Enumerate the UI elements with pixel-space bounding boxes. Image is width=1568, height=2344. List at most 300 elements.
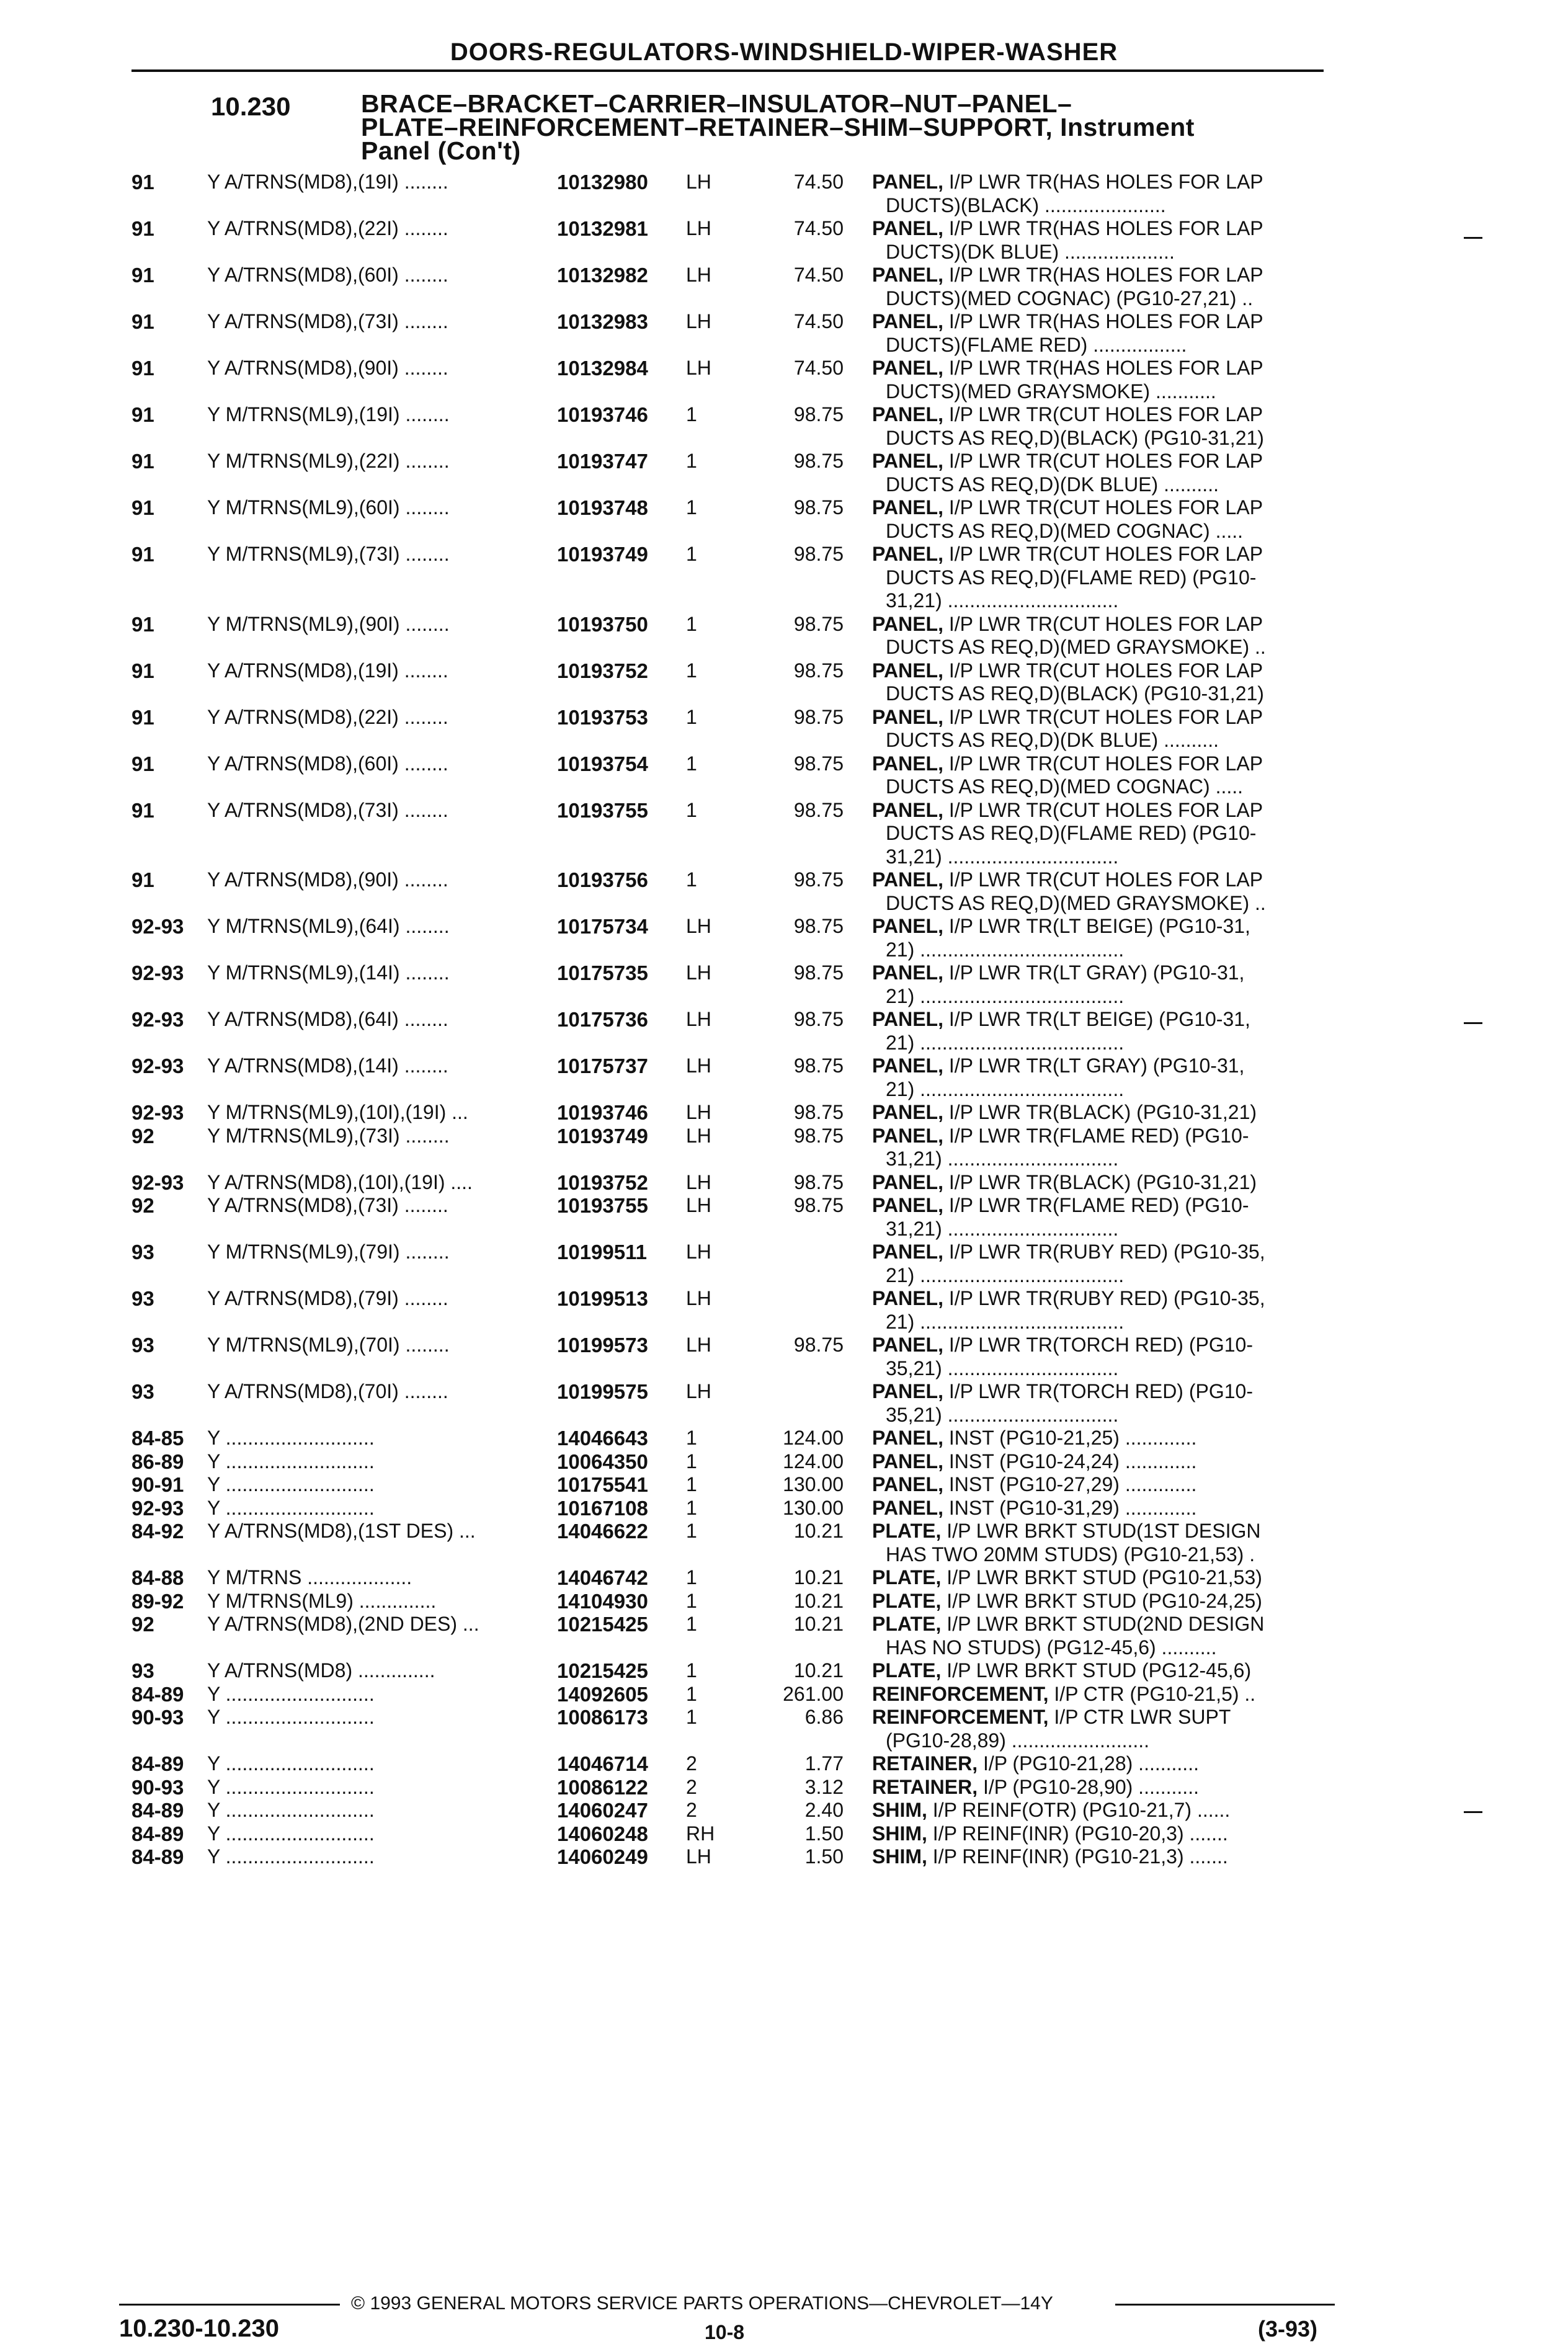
price: 98.75	[793, 705, 844, 728]
description-noun: PANEL,	[872, 1241, 943, 1263]
description	[872, 752, 1263, 775]
model-year: 91	[131, 264, 154, 287]
application: Y A/TRNS(MD8),(73I) ........	[207, 798, 448, 821]
model-year: 91	[131, 868, 154, 891]
application: Y A/TRNS(MD8),(79I) ........	[207, 1287, 448, 1309]
quantity: 1	[686, 1613, 697, 1635]
price: 10.21	[793, 1659, 844, 1682]
price: 98.75	[793, 450, 844, 472]
model-year: 91	[131, 705, 154, 729]
model-year: 91	[131, 752, 154, 775]
description-continued: DUCTS AS REQ,D)(MED GRAYSMOKE) ..	[886, 891, 1266, 914]
model-year: 91	[131, 171, 154, 194]
description-continued: 21) .....................................	[886, 1263, 1125, 1286]
description	[872, 1497, 1196, 1520]
description-noun: PANEL,	[872, 1170, 943, 1193]
description-continued: DUCTS AS REQ,D)(MED GRAYSMOKE) ..	[886, 636, 1266, 658]
application: Y M/TRNS(ML9),(19I) ........	[207, 403, 450, 426]
margin-tick	[1464, 1022, 1482, 1024]
quantity: 1	[686, 1682, 697, 1705]
description-continued: DUCTS AS REQ,D)(DK BLUE) ..........	[886, 473, 1219, 496]
description-noun: RETAINER,	[872, 1752, 978, 1775]
section-range: 10.230-10.230	[119, 2315, 280, 2342]
quantity: 1	[686, 543, 697, 565]
description-noun: PANEL,	[872, 1380, 943, 1402]
description-noun: PANEL,	[872, 612, 943, 635]
price: 6.86	[804, 1706, 844, 1728]
description-text: I/P LWR TR(CUT HOLES FOR LAP	[943, 798, 1263, 821]
application: Y M/TRNS(ML9),(60I) ........	[207, 496, 450, 519]
description-continued: 21) .....................................	[886, 984, 1125, 1007]
description	[872, 1799, 1230, 1822]
part-number: 14060247	[557, 1799, 648, 1822]
price: 98.75	[793, 1124, 844, 1147]
application: Y ...........................	[207, 1496, 375, 1519]
model-year: 84-89	[131, 1682, 184, 1706]
quantity: 1	[686, 752, 697, 775]
quantity: 1	[686, 1450, 697, 1473]
part-number: 14046742	[557, 1566, 648, 1589]
price: 124.00	[783, 1450, 844, 1473]
part-number: 10193747	[557, 450, 648, 473]
quantity: LH	[686, 1101, 711, 1123]
application: Y A/TRNS(MD8),(90I) ........	[207, 357, 448, 379]
description-text: I/P LWR TR(BLACK) (PG10-31,21)	[943, 1170, 1257, 1193]
model-year: 92	[131, 1124, 154, 1147]
application: Y A/TRNS(MD8),(90I) ........	[207, 868, 448, 891]
quantity: 1	[686, 798, 697, 821]
model-year: 91	[131, 543, 154, 566]
model-year: 91	[131, 450, 154, 473]
application: Y A/TRNS(MD8),(60I) ........	[207, 752, 448, 775]
application: Y ...........................	[207, 1845, 375, 1868]
price: 74.50	[793, 310, 844, 332]
description-text: INST (PG10-27,29) .............	[943, 1473, 1197, 1495]
description-continued: 31,21) ...............................	[886, 589, 1119, 612]
description-text: I/P REINF(INR) (PG10-20,3) .......	[927, 1822, 1228, 1845]
page-header: DOORS-REGULATORS-WINDSHIELD-WIPER-WASHER	[450, 38, 1118, 66]
description-continued: DUCTS AS REQ,D)(FLAME RED) (PG10-	[886, 566, 1257, 589]
application: Y A/TRNS(MD8),(22I) ........	[207, 217, 448, 239]
quantity: 1	[686, 450, 697, 472]
description-text: I/P LWR BRKT STUD (PG12-45,6)	[941, 1659, 1252, 1682]
application: Y ...........................	[207, 1752, 375, 1775]
part-number: 10199511	[557, 1241, 648, 1263]
description-text: I/P LWR TR(HAS HOLES FOR LAP	[943, 357, 1263, 379]
part-number: 10193756	[557, 868, 648, 891]
model-year: 91	[131, 798, 154, 822]
quantity: LH	[686, 1287, 711, 1309]
description-text: I/P LWR TR(LT GRAY) (PG10-31,	[943, 1054, 1245, 1077]
model-year: 92-93	[131, 1170, 184, 1194]
description-text: I/P LWR TR(CUT HOLES FOR LAP	[943, 450, 1263, 472]
model-year: 91	[131, 357, 154, 380]
description-noun: SHIM,	[872, 1845, 927, 1868]
price: 98.75	[793, 612, 844, 635]
model-year: 92-93	[131, 1496, 184, 1520]
description-continued: HAS TWO 20MM STUDS) (PG10-21,53) .	[886, 1543, 1255, 1566]
description	[872, 1473, 1196, 1496]
quantity: LH	[686, 217, 711, 239]
description-text: I/P LWR TR(RUBY RED) (PG10-35,	[943, 1241, 1265, 1263]
application: Y M/TRNS(ML9),(64I) ........	[207, 915, 450, 937]
application: Y A/TRNS(MD8),(19I) ........	[207, 171, 448, 193]
quantity: 1	[686, 1496, 697, 1519]
description-continued: 35,21) ...............................	[886, 1357, 1119, 1379]
description	[872, 264, 1263, 287]
part-number: 10193755	[557, 1194, 648, 1217]
description-text: I/P LWR BRKT STUD(1ST DESIGN	[941, 1520, 1261, 1542]
part-number: 10132982	[557, 264, 648, 287]
part-number: 10193749	[557, 1124, 648, 1147]
description	[872, 706, 1263, 729]
price: 74.50	[793, 217, 844, 239]
part-number: 10199513	[557, 1287, 648, 1310]
model-year: 92-93	[131, 1101, 184, 1124]
quantity: 1	[686, 496, 697, 519]
description-noun: PANEL,	[872, 1008, 943, 1030]
model-year: 93	[131, 1659, 154, 1682]
price: 98.75	[793, 543, 844, 565]
application: Y M/TRNS(ML9) ..............	[207, 1589, 437, 1612]
application: Y M/TRNS(ML9),(70I) ........	[207, 1334, 450, 1356]
description-text: I/P LWR BRKT STUD (PG10-24,25)	[941, 1589, 1262, 1612]
quantity: 2	[686, 1799, 697, 1821]
part-number: 10064350	[557, 1450, 648, 1473]
quantity: LH	[686, 1008, 711, 1030]
price: 98.75	[793, 798, 844, 821]
description-noun: PANEL,	[872, 705, 943, 728]
description-noun: RETAINER,	[872, 1775, 978, 1798]
description-noun: PANEL,	[872, 1427, 943, 1449]
description	[872, 403, 1263, 426]
description-text: I/P LWR TR(TORCH RED) (PG10-	[943, 1334, 1253, 1356]
part-number: 10193749	[557, 543, 648, 566]
part-number: 14104930	[557, 1589, 648, 1613]
description-noun: PANEL,	[872, 1194, 943, 1216]
description	[872, 1776, 1199, 1799]
description-noun: PANEL,	[872, 1054, 943, 1077]
description	[872, 1590, 1262, 1613]
application: Y A/TRNS(MD8),(73I) ........	[207, 310, 448, 332]
part-number: 10199575	[557, 1380, 648, 1403]
description	[872, 1287, 1265, 1310]
description	[872, 868, 1263, 891]
margin-tick	[1464, 237, 1482, 239]
model-year: 93	[131, 1380, 154, 1403]
description	[872, 659, 1263, 682]
price: 98.75	[793, 915, 844, 937]
description-text: I/P LWR TR(CUT HOLES FOR LAP	[943, 403, 1263, 426]
price: 98.75	[793, 961, 844, 984]
description-noun: PANEL,	[872, 659, 943, 682]
description-continued: DUCTS AS REQ,D)(FLAME RED) (PG10-	[886, 822, 1257, 844]
quantity: LH	[686, 310, 711, 332]
description-text: I/P LWR TR(CUT HOLES FOR LAP	[943, 752, 1263, 775]
description-noun: PANEL,	[872, 217, 943, 239]
model-year: 92-93	[131, 1008, 184, 1031]
description	[872, 799, 1263, 822]
description-noun: REINFORCEMENT,	[872, 1706, 1049, 1728]
application: Y ...........................	[207, 1706, 375, 1728]
description-noun: PLATE,	[872, 1589, 942, 1612]
part-number: 10193746	[557, 403, 648, 426]
application: Y ...........................	[207, 1822, 375, 1845]
quantity: LH	[686, 1170, 711, 1193]
price: 130.00	[783, 1496, 844, 1519]
price: 98.75	[793, 1008, 844, 1030]
section-number: 10.230	[211, 92, 291, 121]
model-year: 91	[131, 496, 154, 519]
application: Y M/TRNS(ML9),(10I),(19I) ...	[207, 1101, 468, 1123]
application: Y ...........................	[207, 1450, 375, 1473]
quantity: LH	[686, 264, 711, 286]
description-noun: PANEL,	[872, 868, 943, 891]
application: Y A/TRNS(MD8),(70I) ........	[207, 1380, 448, 1402]
description-noun: PANEL,	[872, 1473, 943, 1495]
application: Y M/TRNS(ML9),(22I) ........	[207, 450, 450, 472]
model-year: 86-89	[131, 1450, 184, 1473]
description-text: I/P LWR TR(BLACK) (PG10-31,21)	[943, 1101, 1257, 1123]
description-noun: PANEL,	[872, 403, 943, 426]
price: 98.75	[793, 752, 844, 775]
page-number: 10-8	[705, 2321, 745, 2343]
description	[872, 171, 1263, 194]
price: 130.00	[783, 1473, 844, 1495]
price: 74.50	[793, 357, 844, 379]
description	[872, 1194, 1249, 1217]
quantity: LH	[686, 171, 711, 193]
application: Y ...........................	[207, 1473, 375, 1495]
application: Y A/TRNS(MD8),(64I) ........	[207, 1008, 448, 1030]
description-continued: DUCTS AS REQ,D)(MED COGNAC) .....	[886, 775, 1244, 798]
application: Y A/TRNS(MD8),(19I) ........	[207, 659, 448, 682]
description	[872, 961, 1244, 984]
part-number: 10215425	[557, 1659, 648, 1682]
part-number: 10193750	[557, 612, 648, 636]
model-year: 84-88	[131, 1566, 184, 1589]
model-year: 92	[131, 1613, 154, 1636]
part-number: 10193752	[557, 659, 648, 682]
price: 98.75	[793, 868, 844, 891]
description-continued: DUCTS)(MED GRAYSMOKE) ...........	[886, 380, 1216, 403]
quantity: LH	[686, 915, 711, 937]
quantity: LH	[686, 1241, 711, 1263]
application: Y M/TRNS ...................	[207, 1566, 412, 1589]
description-continued: (PG10-28,89) .........................	[886, 1729, 1150, 1752]
description	[872, 1171, 1257, 1194]
description-continued: 35,21) ...............................	[886, 1403, 1119, 1426]
price: 10.21	[793, 1613, 844, 1635]
description-continued: 31,21) ...............................	[886, 845, 1119, 868]
part-number: 10193746	[557, 1101, 648, 1124]
model-year: 93	[131, 1241, 154, 1263]
description	[872, 1008, 1250, 1031]
part-number: 10132984	[557, 357, 648, 380]
quantity: LH	[686, 961, 711, 984]
application: Y A/TRNS(MD8),(14I) ........	[207, 1054, 448, 1077]
model-year: 91	[131, 659, 154, 682]
part-number: 14046643	[557, 1427, 648, 1450]
description-noun: PANEL,	[872, 1287, 943, 1309]
description-text: INST (PG10-21,25) .............	[943, 1427, 1197, 1449]
price: 261.00	[783, 1682, 844, 1705]
model-year: 93	[131, 1334, 154, 1357]
application: Y A/TRNS(MD8) ..............	[207, 1659, 435, 1682]
description	[872, 1334, 1253, 1357]
date-code: (3-93)	[1258, 2316, 1318, 2342]
description	[872, 1659, 1251, 1682]
header-rule	[131, 69, 1324, 72]
price: 10.21	[793, 1520, 844, 1542]
description	[872, 1706, 1231, 1729]
part-number: 10175736	[557, 1008, 648, 1031]
description-noun: PANEL,	[872, 171, 943, 193]
description-text: I/P LWR TR(HAS HOLES FOR LAP	[943, 264, 1263, 286]
price: 98.75	[793, 1101, 844, 1123]
description-continued: 21) .....................................	[886, 1310, 1125, 1333]
description-continued: HAS NO STUDS) (PG12-45,6) ..........	[886, 1636, 1217, 1659]
price: 98.75	[793, 659, 844, 682]
description	[872, 613, 1263, 636]
description	[872, 1752, 1199, 1775]
application: Y M/TRNS(ML9),(90I) ........	[207, 612, 450, 635]
part-number: 10193754	[557, 752, 648, 775]
model-year: 92-93	[131, 915, 184, 938]
description-noun: PLATE,	[872, 1520, 942, 1542]
model-year: 91	[131, 217, 154, 240]
section-title-line: BRACE–BRACKET–CARRIER–INSULATOR–NUT–PANEL–	[361, 89, 1072, 118]
section-title-line: PLATE–REINFORCEMENT–RETAINER–SHIM–SUPPORT, Instrument	[361, 113, 1195, 141]
quantity: 2	[686, 1752, 697, 1775]
model-year: 84-89	[131, 1822, 184, 1845]
description-text: I/P LWR TR(TORCH RED) (PG10-	[943, 1380, 1253, 1402]
quantity: 1	[686, 1566, 697, 1589]
price: 2.40	[804, 1799, 844, 1821]
part-number: 10193753	[557, 705, 648, 729]
description	[872, 450, 1263, 473]
price: 98.75	[793, 1334, 844, 1356]
application: Y A/TRNS(MD8),(60I) ........	[207, 264, 448, 286]
model-year: 84-89	[131, 1752, 184, 1775]
description-text: I/P (PG10-28,90) ...........	[978, 1775, 1199, 1798]
application: Y ...........................	[207, 1427, 375, 1449]
description-text: I/P LWR TR(CUT HOLES FOR LAP	[943, 868, 1263, 891]
model-year: 90-91	[131, 1473, 184, 1496]
description-noun: PANEL,	[872, 1334, 943, 1356]
application: Y A/TRNS(MD8),(10I),(19I) ....	[207, 1170, 473, 1193]
application: Y A/TRNS(MD8),(73I) ........	[207, 1194, 448, 1216]
quantity: 1	[686, 659, 697, 682]
price: 74.50	[793, 171, 844, 193]
description	[872, 543, 1263, 566]
description-text: I/P CTR LWR SUPT	[1048, 1706, 1231, 1728]
description-text: I/P LWR BRKT STUD (PG10-21,53)	[941, 1566, 1262, 1589]
part-number: 10193752	[557, 1170, 648, 1194]
quantity: 1	[686, 1427, 697, 1449]
part-number: 10175735	[557, 961, 648, 984]
description	[872, 1241, 1265, 1263]
description	[872, 1566, 1262, 1589]
description-noun: PANEL,	[872, 798, 943, 821]
description-text: I/P LWR TR(CUT HOLES FOR LAP	[943, 496, 1263, 519]
description	[872, 1613, 1264, 1636]
description-text: I/P LWR TR(CUT HOLES FOR LAP	[943, 543, 1263, 565]
price: 74.50	[793, 264, 844, 286]
model-year: 91	[131, 403, 154, 426]
application: Y A/TRNS(MD8),(22I) ........	[207, 705, 448, 728]
description-noun: PANEL,	[872, 496, 943, 519]
quantity: 1	[686, 612, 697, 635]
part-number: 10086122	[557, 1775, 648, 1799]
price: 98.75	[793, 1170, 844, 1193]
quantity: 1	[686, 1473, 697, 1495]
quantity: 1	[686, 868, 697, 891]
price: 124.00	[783, 1427, 844, 1449]
description	[872, 1101, 1257, 1124]
footer-rule-right	[1115, 2304, 1335, 2306]
price: 98.75	[793, 496, 844, 519]
margin-tick	[1464, 1811, 1482, 1813]
application: Y M/TRNS(ML9),(14I) ........	[207, 961, 450, 984]
part-number: 14060248	[557, 1822, 648, 1845]
quantity: 1	[686, 1520, 697, 1542]
quantity: LH	[686, 1845, 711, 1868]
part-number: 10132983	[557, 310, 648, 333]
part-number: 14046622	[557, 1520, 648, 1543]
description-noun: PLATE,	[872, 1566, 942, 1589]
quantity: LH	[686, 1380, 711, 1402]
part-number: 10132980	[557, 171, 648, 194]
price: 1.50	[804, 1845, 844, 1868]
application: Y M/TRNS(ML9),(73I) ........	[207, 543, 450, 565]
description-continued: 21) .....................................	[886, 1031, 1125, 1054]
description-continued: DUCTS)(BLACK) ......................	[886, 194, 1166, 216]
price: 10.21	[793, 1566, 844, 1589]
part-number: 14060249	[557, 1845, 648, 1868]
application: Y A/TRNS(MD8),(1ST DES) ...	[207, 1520, 476, 1542]
description-text: I/P LWR TR(LT GRAY) (PG10-31,	[943, 961, 1245, 984]
price: 1.77	[804, 1752, 844, 1775]
description-continued: 21) .....................................	[886, 1077, 1125, 1100]
quantity: LH	[686, 1334, 711, 1356]
description-text: I/P (PG10-21,28) ...........	[978, 1752, 1199, 1775]
part-number: 10199573	[557, 1334, 648, 1357]
part-number: 10193755	[557, 798, 648, 822]
description-noun: PANEL,	[872, 357, 943, 379]
application: Y ...........................	[207, 1682, 375, 1705]
description	[872, 217, 1263, 240]
part-number: 14046714	[557, 1752, 648, 1775]
footer-rule-left	[119, 2304, 340, 2306]
description-text: I/P LWR TR(FLAME RED) (PG10-	[943, 1194, 1249, 1216]
description-text: I/P REINF(INR) (PG10-21,3) .......	[927, 1845, 1228, 1868]
price: 98.75	[793, 1054, 844, 1077]
description-text: I/P LWR TR(FLAME RED) (PG10-	[943, 1124, 1249, 1147]
model-year: 92	[131, 1194, 154, 1217]
description-text: I/P LWR TR(CUT HOLES FOR LAP	[943, 612, 1263, 635]
model-year: 92-93	[131, 1054, 184, 1077]
description-noun: PANEL,	[872, 1450, 943, 1473]
description-noun: PLATE,	[872, 1659, 942, 1682]
price: 10.21	[793, 1589, 844, 1612]
description-continued: DUCTS AS REQ,D)(BLACK) (PG10-31,21)	[886, 426, 1264, 449]
quantity: 1	[686, 705, 697, 728]
description-noun: PANEL,	[872, 961, 943, 984]
description-noun: PANEL,	[872, 1101, 943, 1123]
description-noun: SHIM,	[872, 1822, 927, 1845]
description	[872, 1822, 1228, 1845]
